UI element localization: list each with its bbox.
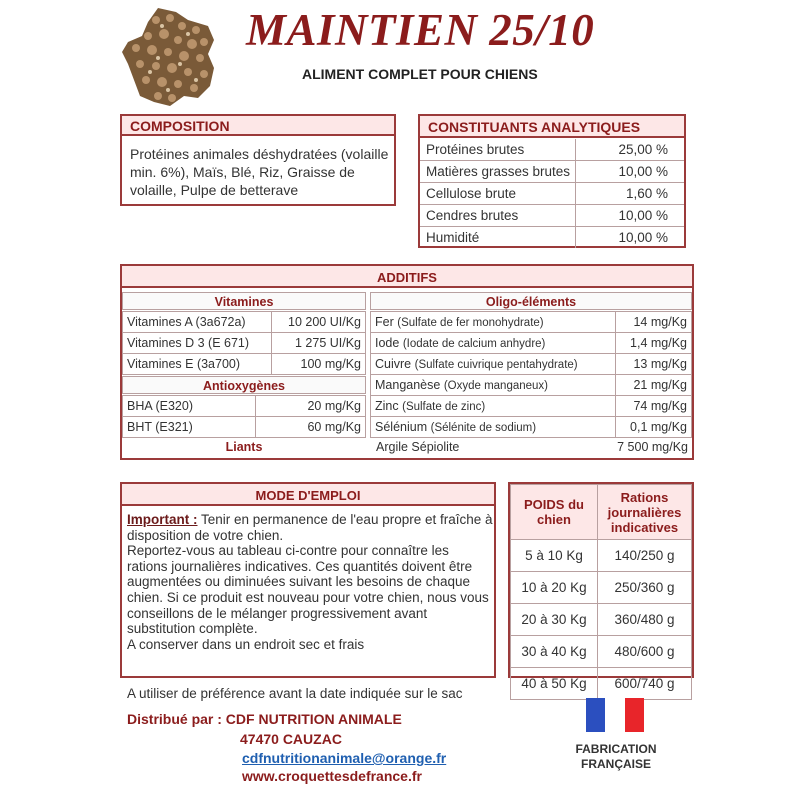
oligo-detail: (Sulfate cuivrique pentahydrate): [414, 359, 578, 371]
poids-cell: 20 à 30 Kg: [511, 604, 598, 636]
french-flag-icon: [586, 698, 644, 732]
ration-cell: 480/600 g: [598, 636, 692, 668]
oligo-detail: (Oxyde manganeux): [443, 380, 549, 392]
rations-table: [510, 484, 692, 700]
oligo-name: Cuivre: [375, 357, 412, 371]
table-row: [123, 396, 366, 417]
oligo-name: Zinc: [375, 399, 399, 413]
antioxygene-value: 60 mg/Kg: [255, 417, 365, 438]
email-link[interactable]: cdfnutritionanimale@orange.fr: [242, 750, 447, 766]
antioxygenes-title: Antioxygènes: [122, 376, 366, 394]
rations-header: Rations journalières indicatives: [598, 485, 692, 540]
oligo-value: 74 mg/Kg: [615, 396, 691, 417]
poids-cell: 30 à 40 Kg: [511, 636, 598, 668]
additifs-title: ADDITIFS: [122, 266, 692, 288]
vitamines-table: [122, 311, 366, 375]
oligo-detail: (Sulfate de zinc): [402, 401, 486, 413]
liants-title: Liants: [225, 440, 263, 454]
table-row: [511, 604, 692, 636]
vitamine-name: Vitamines D 3 (E 671): [123, 333, 272, 354]
mode-emploi-text: [127, 512, 493, 652]
oligo-name: Sélénium: [375, 420, 428, 434]
poids-cell: 5 à 10 Kg: [511, 540, 598, 572]
oligo-value: 0,1 mg/Kg: [615, 417, 691, 438]
poids-cell: 40 à 50 Kg: [511, 668, 598, 700]
table-row: [511, 636, 692, 668]
table-row: [371, 417, 692, 438]
liant-value: 7 500 mg/Kg: [617, 440, 688, 454]
ration-cell: 360/480 g: [598, 604, 692, 636]
oligo-name: Fer: [375, 315, 394, 329]
vitamine-name: Vitamines E (3a700): [123, 354, 272, 375]
liant-row: [370, 437, 692, 457]
product-subtitle: ALIMENT COMPLET POUR CHIENS: [302, 66, 538, 82]
oligo-table: [370, 311, 692, 438]
mode-emploi-title: MODE D'EMPLOI: [122, 484, 494, 506]
table-row: [511, 572, 692, 604]
table-row: [420, 139, 684, 161]
website-link[interactable]: www.croquettesdefrance.fr: [242, 768, 422, 784]
oligo-detail: (Iodate de calcium anhydre): [402, 338, 546, 350]
oligo-value: 1,4 mg/Kg: [615, 333, 691, 354]
antioxygene-value: 20 mg/Kg: [255, 396, 365, 417]
best-before-note: A utiliser de préférence avant la date indiquée sur le sac: [127, 686, 463, 701]
constituants-title: CONSTITUANTS ANALYTIQUES: [420, 116, 684, 138]
table-row: [371, 354, 692, 375]
antioxygene-name: BHA (E320): [123, 396, 256, 417]
oligo-value: 14 mg/Kg: [615, 312, 691, 333]
constituants-table: [420, 139, 684, 248]
flag-red-band: [625, 698, 644, 732]
composition-text: Protéines animales déshydratées (volaille min. 6%), Maïs, Blé, Riz, Graisse de volaille, Pulpe de betterave: [130, 146, 389, 198]
distributor-city: 47470 CAUZAC: [240, 731, 342, 747]
flag-blue-band: [586, 698, 605, 732]
constituant-name: Humidité: [426, 230, 480, 245]
oligo-title: Oligo-éléments: [370, 292, 692, 310]
oligo-detail: (Sélénite de sodium): [430, 422, 537, 434]
table-header-row: [511, 485, 692, 540]
poids-cell: 10 à 20 Kg: [511, 572, 598, 604]
important-label: Important :: [127, 512, 198, 527]
table-row: [371, 333, 692, 354]
oligo-value: 21 mg/Kg: [615, 375, 691, 396]
mode-emploi-paragraph: Reportez-vous au tableau ci-contre pour connaître les rations journalières indicatives. Ces quantités doivent être augmentées ou diminuées suivant les besoins de chaque chien. Si ce produit est nouveau pour votre chien, nous vous conseillons de le mélanger progressivement avant substitution complète.: [127, 543, 489, 637]
oligo-detail: (Sulfate de fer monohydrate): [397, 317, 544, 329]
vitamine-value: 100 mg/Kg: [272, 354, 366, 375]
oligo-value: 13 mg/Kg: [615, 354, 691, 375]
product-title: MAINTIEN 25/10: [246, 5, 595, 55]
vitamine-name: Vitamines A (3a672a): [123, 312, 272, 333]
antioxygene-name: BHT (E321): [123, 417, 256, 438]
table-row: [123, 312, 366, 333]
constituant-value: 10,00 %: [576, 161, 685, 183]
table-row: [371, 375, 692, 396]
table-row: [123, 333, 366, 354]
table-row: [123, 417, 366, 438]
constituant-name: Matières grasses brutes: [420, 161, 576, 183]
constituant-name: Cellulose brute: [420, 183, 576, 205]
oligo-name: Iode: [375, 336, 400, 350]
table-row: [420, 205, 684, 227]
composition-title: COMPOSITION: [122, 116, 394, 136]
constituant-value: 10,00 %: [576, 227, 685, 249]
conservation-text: A conserver dans un endroit sec et frais: [127, 636, 365, 652]
ration-cell: 140/250 g: [598, 540, 692, 572]
table-row: [420, 183, 684, 205]
flag-white-band: [605, 698, 624, 732]
constituant-name: Protéines brutes: [420, 139, 576, 161]
table-row: [371, 312, 692, 333]
vitamine-value: 1 275 UI/Kg: [272, 333, 366, 354]
vitamine-value: 10 200 UI/Kg: [272, 312, 366, 333]
poids-header: POIDS du chien: [511, 485, 598, 540]
table-row: [420, 161, 684, 183]
vitamines-title: Vitamines: [122, 292, 366, 310]
table-row: [420, 227, 684, 249]
france-kibble-logo: [118, 6, 218, 112]
constituant-value: 1,60 %: [576, 183, 685, 205]
important-text: Tenir en permanence de l'eau propre et fraîche à disposition de votre chien.: [127, 512, 493, 543]
distributor-name: Distribué par : CDF NUTRITION ANIMALE: [127, 711, 402, 727]
liant-name: Argile Sépiolite: [376, 440, 460, 454]
table-row: [511, 540, 692, 572]
table-row: [511, 668, 692, 700]
constituant-name: Cendres brutes: [420, 205, 576, 227]
table-row: [123, 354, 366, 375]
constituant-value: 25,00 %: [576, 139, 685, 161]
ration-cell: 250/360 g: [598, 572, 692, 604]
oligo-name: Manganèse: [375, 378, 441, 392]
fabrication-francaise-label: FABRICATION FRANÇAISE: [575, 742, 657, 771]
table-row: [371, 396, 692, 417]
constituant-value: 10,00 %: [576, 205, 685, 227]
ration-cell: 600/740 g: [598, 668, 692, 700]
antioxygenes-table: [122, 395, 366, 438]
